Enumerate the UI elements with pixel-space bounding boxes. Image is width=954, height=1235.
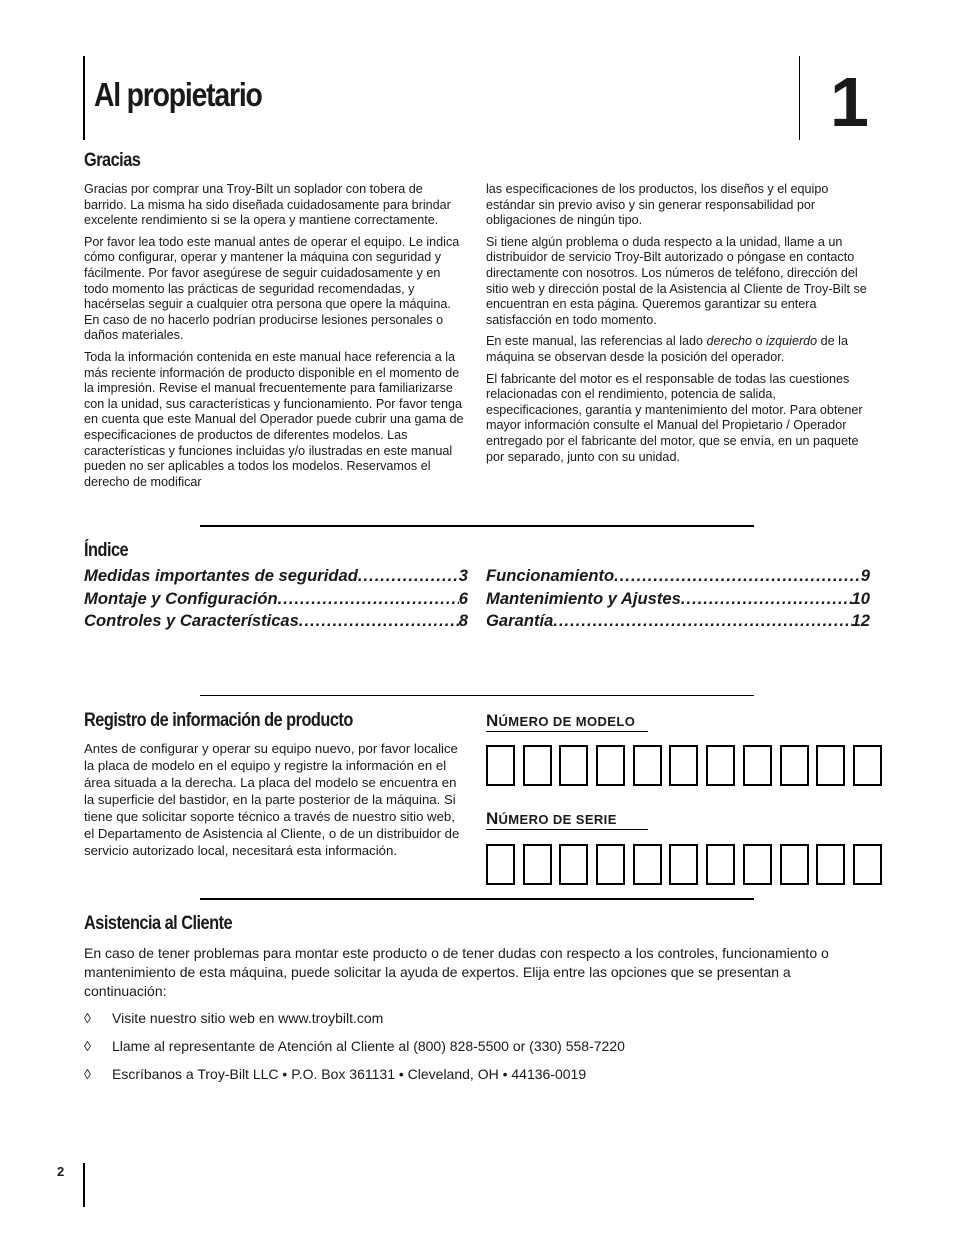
page-number: 2 bbox=[57, 1164, 65, 1179]
serial-label-rest: ÚMERO DE SERIE bbox=[498, 812, 617, 827]
gracias-heading: Gracias bbox=[84, 150, 141, 171]
model-number-digit-box[interactable] bbox=[706, 745, 735, 786]
gracias-paragraph-3: Toda la información contenida en este manual hace referencia a la más reciente información de producto disponible en el momento de la impresión. Revise el manual frecuentemente para familiarizarse con la unidad, sus características y funcionamiento. Por favor tenga en cuenta que este Manual del Operador puede cubrir una gama de especificaciones de productos de diferentes modelos. Las características y funciones incluidas y/o ilustradas en este manual pueden no ser aplicables a todos los modelos. Reservamos el derecho de modificar bbox=[84, 349, 464, 489]
toc-entry[interactable] bbox=[84, 610, 468, 633]
chapter-number: 1 bbox=[830, 63, 869, 141]
toc-entry-page: 9 bbox=[860, 566, 870, 585]
chapter-right-rule bbox=[799, 56, 800, 140]
toc-leader-dots bbox=[278, 588, 459, 611]
section-divider-3 bbox=[200, 898, 754, 900]
toc-entry[interactable] bbox=[486, 610, 870, 633]
registro-heading: Registro de información de producto bbox=[84, 710, 353, 731]
side-reference-conjunction: o bbox=[752, 334, 767, 349]
toc-leader-dots bbox=[614, 565, 861, 588]
toc-entry-title: Funcionamiento bbox=[486, 566, 615, 585]
toc-entry[interactable] bbox=[84, 565, 468, 588]
diamond-bullet-icon: ◊ bbox=[84, 1038, 91, 1054]
gracias-paragraph-4: las especificaciones de los productos, los diseños y el equipo estándar sin previo aviso y sin generar responsabilidad por obligaciones de ningún tipo. bbox=[486, 182, 829, 228]
serial-number-digit-box[interactable] bbox=[559, 844, 588, 885]
serial-number-digit-box[interactable] bbox=[780, 844, 809, 885]
side-reference-left: izquierdo bbox=[766, 334, 818, 349]
toc-leader-dots bbox=[358, 565, 459, 588]
toc-entry[interactable] bbox=[486, 565, 870, 588]
registro-text: Antes de configurar y operar su equipo nuevo, por favor localice la placa de modelo en el equipo y registre la información en el área situada a la derecha. La placa del modelo se encuentra en la superficie del bastidor, en la parte posterior de la máquina. Si tiene que solicitar soporte técnico a través de nuestro sitio web, el Departamento de Asistencia al Cliente, o de un distribuidor de servicio autorizado local, necesitará esta información. bbox=[84, 741, 460, 858]
model-number-digit-box[interactable] bbox=[559, 745, 588, 786]
model-number-digit-box[interactable] bbox=[780, 745, 809, 786]
model-number-digit-box[interactable] bbox=[816, 745, 845, 786]
side-reference-right: derecho bbox=[706, 334, 753, 349]
toc-leader-dots bbox=[553, 610, 851, 633]
side-reference-text-end: de la máquina se observan desde la posición del operador. bbox=[486, 334, 848, 364]
serial-number-digit-box[interactable] bbox=[669, 844, 698, 885]
toc-entry-title: Garantía bbox=[486, 611, 554, 630]
toc-entry-title: Controles y Características bbox=[84, 611, 299, 630]
gracias-paragraph-5: Si tiene algún problema o duda respecto a la unidad, llame a un distribuidor de servicio Troy-Bilt autorizado o póngase en contacto directamente con nosotros. Los números de teléfono, dirección del sitio web y dirección postal de la Asistencia al Cliente de Troy-Bilt se encuentran en esta página. Queremos garantizar su entera satisfacción en todo momento. bbox=[486, 234, 867, 327]
toc-entry-title: Montaje y Configuración bbox=[84, 588, 278, 608]
model-label-underline bbox=[486, 731, 648, 732]
chapter-title: Al propietario bbox=[94, 76, 262, 113]
serial-number-digit-box[interactable] bbox=[486, 844, 515, 885]
gracias-paragraph-1: Gracias por comprar una Troy-Bilt un soplador con tobera de barrido. La misma ha sido diseñada cuidadosamente para brindar excelente rendimiento si se la opera y mantiene correctamente. bbox=[84, 182, 451, 228]
serial-label-underline bbox=[486, 829, 648, 830]
toc-entry-page: 8 bbox=[458, 611, 468, 630]
model-number-digit-box[interactable] bbox=[596, 745, 625, 786]
model-number-digit-box[interactable] bbox=[523, 745, 552, 786]
chapter-left-rule bbox=[83, 56, 85, 140]
asistencia-text: En caso de tener problemas para montar este producto o de tener dudas con respecto a los controles, funcionamiento o mantenimiento de esta máquina, puede solicitar la ayuda de expertos. Elija entre las opciones que se presentan a continuación: bbox=[84, 945, 829, 999]
support-phone-text: Llame al representante de Atención al Cliente al (800) 828-5500 or (330) 558-7220 bbox=[112, 1038, 625, 1054]
section-divider-2 bbox=[200, 695, 754, 696]
toc-right-column bbox=[486, 565, 870, 633]
model-label-initial: N bbox=[486, 711, 499, 730]
gracias-paragraph-6 bbox=[486, 334, 872, 365]
toc-left-column bbox=[84, 565, 468, 633]
support-mail-text: Escríbanos a Troy-Bilt LLC • P.O. Box 361131 • Cleveland, OH • 44136-0019 bbox=[112, 1066, 587, 1082]
footer-rule bbox=[83, 1163, 85, 1207]
serial-number-digit-box[interactable] bbox=[706, 844, 735, 885]
model-number-digit-box[interactable] bbox=[743, 745, 772, 786]
toc-entry-page: 3 bbox=[458, 566, 468, 585]
gracias-paragraph-7: El fabricante del motor es el responsable de todas las cuestiones relacionadas con el rendimiento, potencia de salida, especificaciones, garantía y mantenimiento del motor. Para obtener mayor información consulte el Manual del Propietario / Operador entregado por el fabricante del motor, que se envía, en un paquete por separado, junto con su unidad. bbox=[486, 371, 863, 464]
gracias-right-column bbox=[486, 182, 872, 471]
model-number-digit-box[interactable] bbox=[853, 745, 882, 786]
model-label-rest: ÚMERO DE MODELO bbox=[498, 714, 636, 729]
serial-number-digit-box[interactable] bbox=[596, 844, 625, 885]
toc-entry-title: Mantenimiento y Ajustes bbox=[486, 588, 681, 608]
serial-number-digit-box[interactable] bbox=[523, 844, 552, 885]
support-website-text: Visite nuestro sitio web en www.troybilt.com bbox=[112, 1010, 384, 1026]
asistencia-heading: Asistencia al Cliente bbox=[84, 913, 233, 934]
toc-leader-dots bbox=[299, 610, 459, 633]
serial-label-initial: N bbox=[486, 809, 499, 828]
model-number-label bbox=[486, 711, 635, 731]
model-number-boxes bbox=[486, 745, 882, 786]
gracias-paragraph-2: Por favor lea todo este manual antes de operar el equipo. Le indica cómo configurar, operar y mantener la máquina con seguridad y fácilmente. Por favor asegúrese de seguir cuidadosamente y en todo momento las prácticas de seguridad recomendadas, y hacérselas seguir a cualquier otra persona que opere la máquina. En caso de no hacerlo podrían producirse lesiones personales o daños materiales. bbox=[84, 234, 460, 343]
toc-entry-page: 10 bbox=[851, 588, 870, 608]
toc-entry[interactable] bbox=[84, 588, 468, 611]
toc-entry[interactable] bbox=[486, 588, 870, 611]
toc-entry-page: 12 bbox=[851, 611, 870, 630]
toc-entry-title: Medidas importantes de seguridad bbox=[84, 566, 358, 585]
serial-number-label bbox=[486, 809, 617, 829]
serial-number-digit-box[interactable] bbox=[816, 844, 845, 885]
toc-entry-page: 6 bbox=[458, 588, 468, 608]
indice-heading: Índice bbox=[84, 540, 129, 561]
section-divider-1 bbox=[200, 525, 754, 527]
side-reference-text-start: En este manual, las referencias al lado bbox=[486, 334, 707, 349]
model-number-digit-box[interactable] bbox=[486, 745, 515, 786]
model-number-digit-box[interactable] bbox=[669, 745, 698, 786]
serial-number-boxes bbox=[486, 844, 882, 885]
serial-number-digit-box[interactable] bbox=[853, 844, 882, 885]
diamond-bullet-icon: ◊ bbox=[84, 1010, 91, 1026]
diamond-bullet-icon: ◊ bbox=[84, 1066, 91, 1082]
model-number-digit-box[interactable] bbox=[633, 745, 662, 786]
serial-number-digit-box[interactable] bbox=[633, 844, 662, 885]
serial-number-digit-box[interactable] bbox=[743, 844, 772, 885]
gracias-left-column bbox=[84, 182, 464, 496]
asistencia-list bbox=[84, 1010, 864, 1090]
toc-leader-dots bbox=[681, 588, 852, 611]
